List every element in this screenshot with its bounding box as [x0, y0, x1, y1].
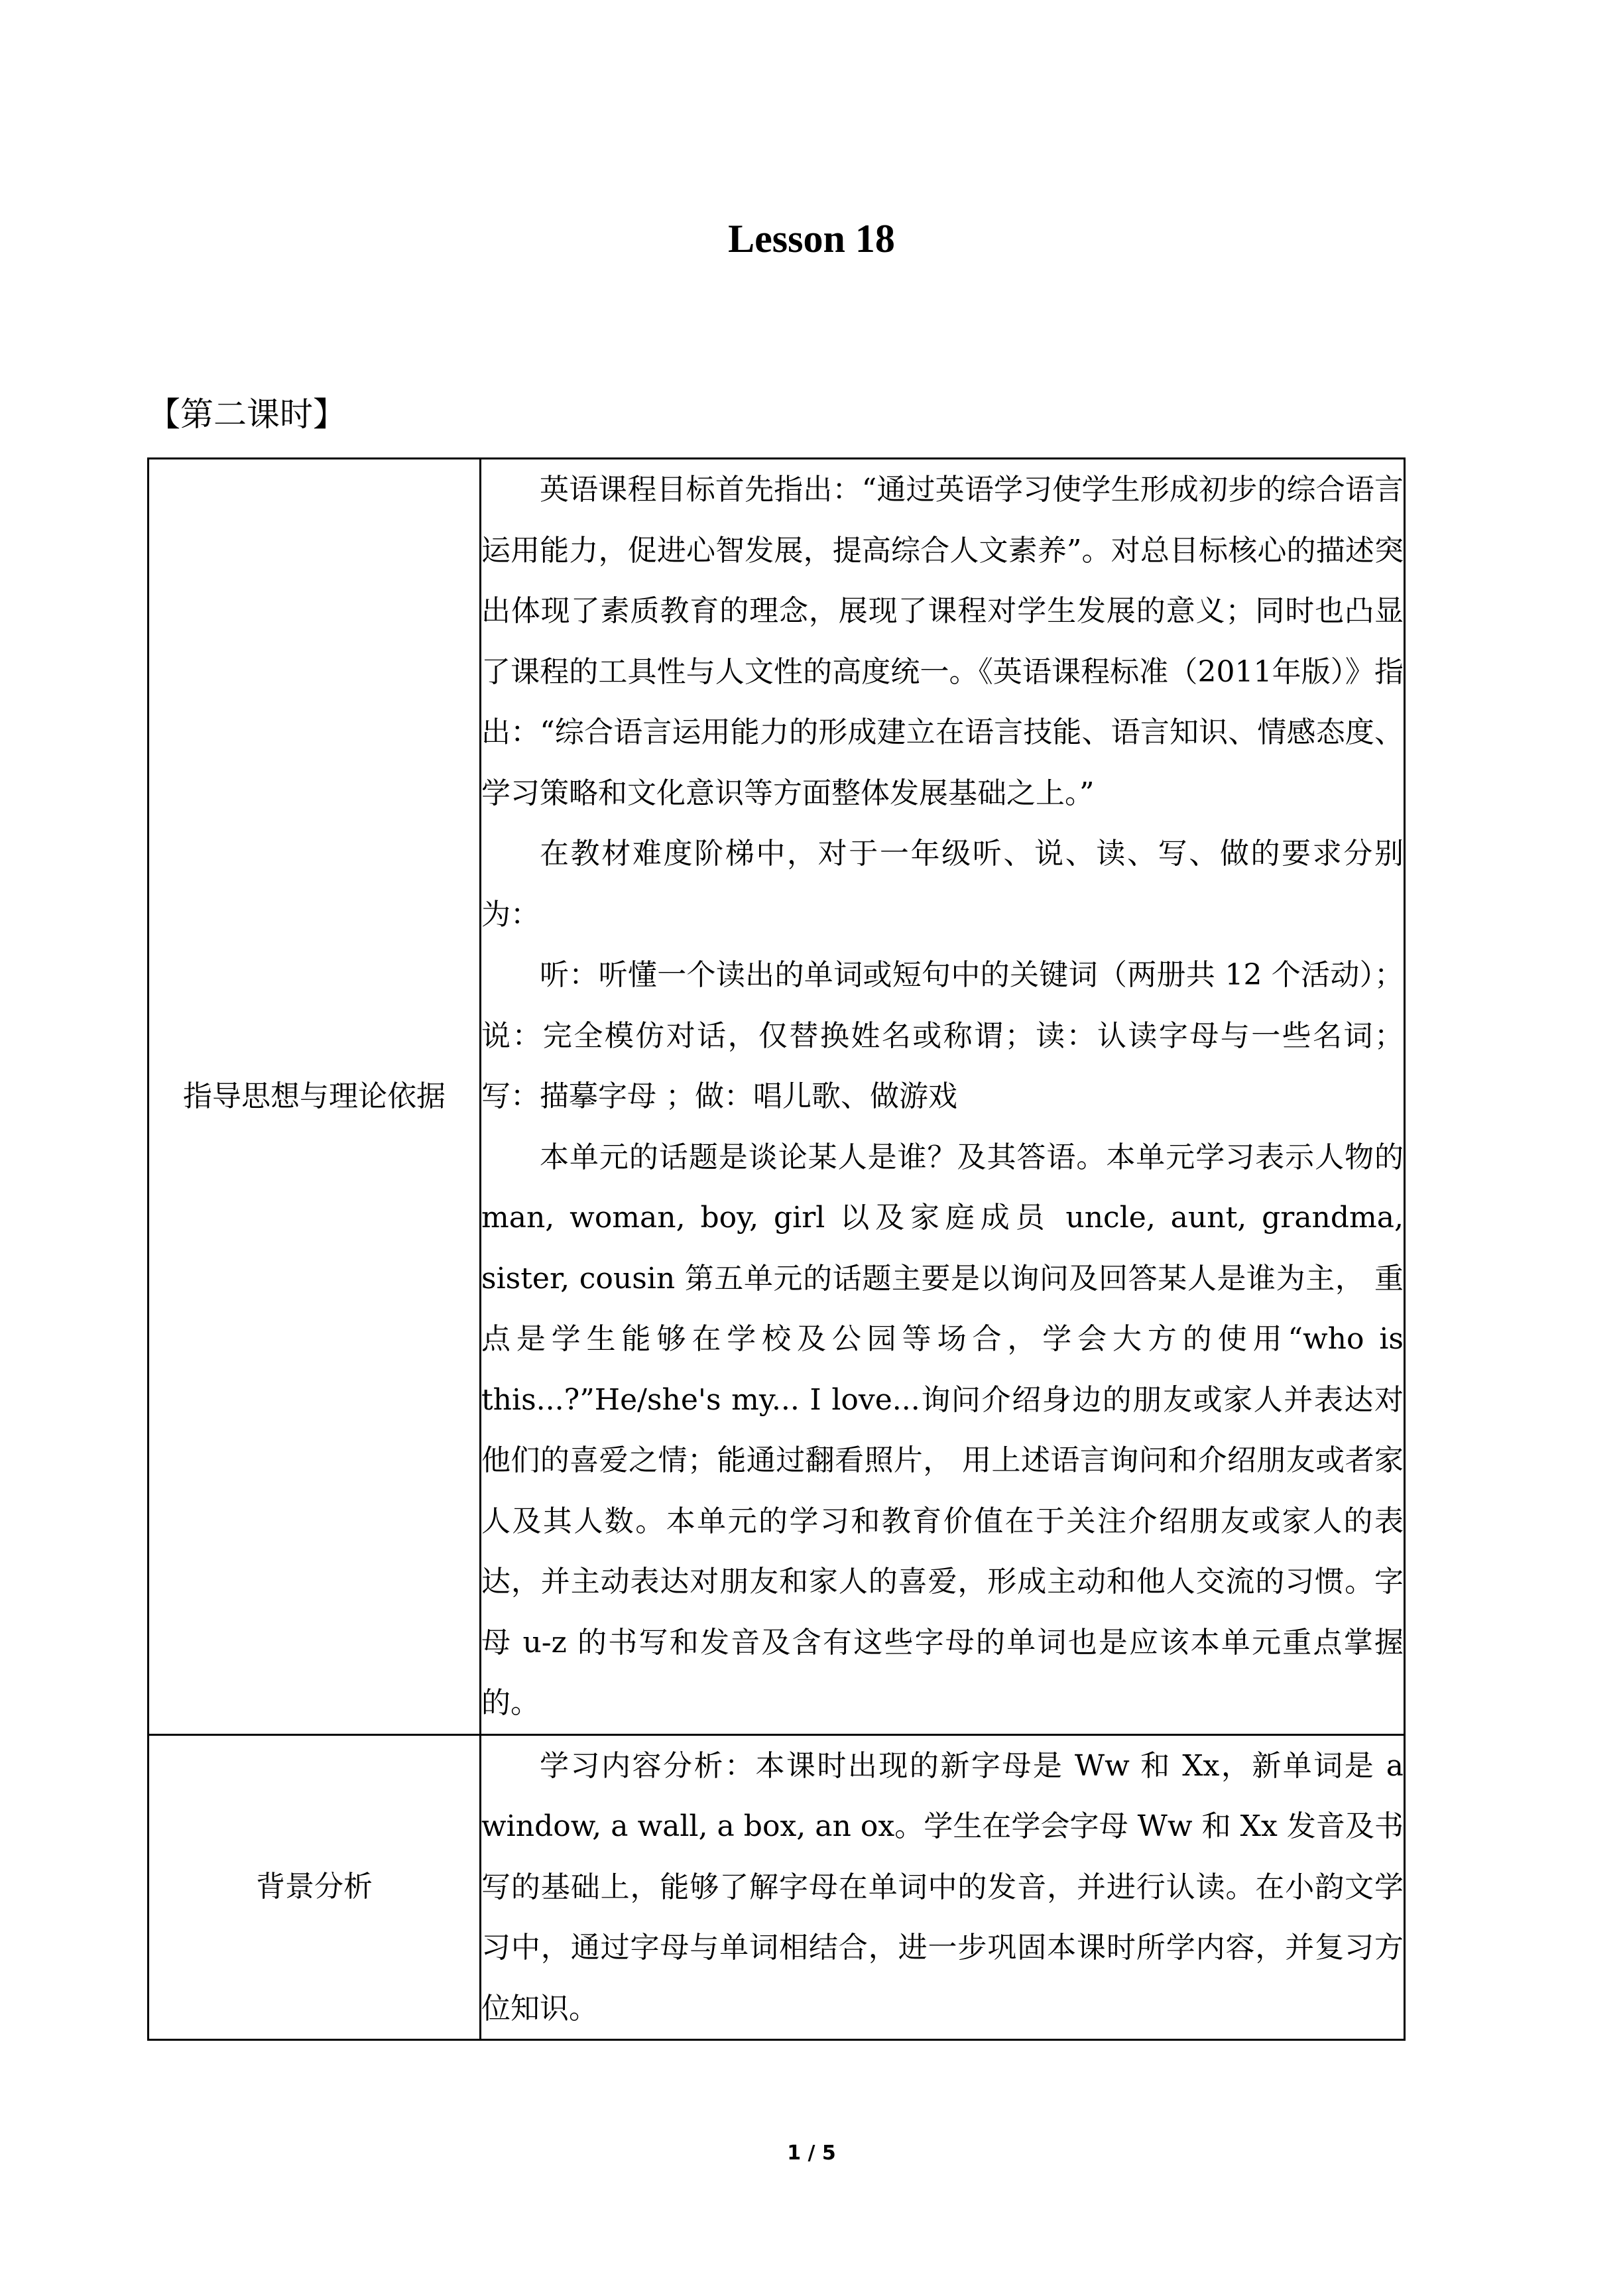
- row-content: [481, 1734, 1405, 2040]
- row-content: [481, 459, 1405, 1735]
- table-row-guiding-ideology: [149, 459, 1405, 1735]
- paragraph: 英语课程目标首先指出：“通过英语学习使学生形成初步的综合语言运用能力，促进心智发展，提高综合人文素养”。对总目标核心的描述突出体现了素质教育的理念，展现了课程对学生发展的意义；同时也凸显了课程的工具性与人文性的高度统一。《英语课程标准（2011年版）》指出：“综合语言运用能力的形成建立在语言技能、语言知识、情感态度、学习策略和文化意识等方面整体发展基础之上。”: [481, 473, 1404, 810]
- lesson-plan-table: [147, 457, 1406, 2041]
- paragraph: 听：听懂一个读出的单词或短句中的关键词（两册共 12 个活动）；说：完全模仿对话，仅替换姓名或称谓；读：认读字母与一些名词；写：描摹字母 ；做：唱儿歌、做游戏: [481, 958, 1404, 1113]
- row-label: 背景分析: [149, 1734, 481, 2040]
- paragraph: 在教材难度阶梯中，对于一年级听、说、读、写、做的要求分别为：: [481, 837, 1404, 932]
- paragraph: 学习内容分析：本课时出现的新字母是 Ww 和 Xx，新单词是 a window, a wall, a box, an ox。学生在学会字母 Ww 和 Xx 发音及书写的基础上，能够了解字母在单词中的发音，并进行认读。在小韵文学习中，通过字母与单词相结合，进一步巩固本课时所学内容，并复习方位知识。: [481, 1748, 1404, 2025]
- row-label: 指导思想与理论依据: [149, 459, 481, 1735]
- page-title: Lesson 18: [728, 217, 895, 261]
- page-number: 1 / 5: [787, 2142, 836, 2165]
- section-label: 【第二课时】: [147, 395, 346, 434]
- paragraph: 本单元的话题是谈论某人是谁？及其答语。本单元学习表示人物的 man, woman, boy, girl 以及家庭成员 uncle, aunt, grandma, sister, cousin 第五单元的话题主要是以询问及回答某人是谁为主， 重点是学生能够在学校及公园等场合，学会大方的使用“who is this...?”He/she's my... I love...询问介绍身边的朋友或家人并表达对他们的喜爱之情；能通过翻看照片， 用上述语言询问和介绍朋友或者家人及其人数。本单元的学习和教育价值在于关注介绍朋友或家人的表达，并主动表达对朋友和家人的喜爱，形成主动和他人交流的习惯。字母 u-z 的书写和发音及含有这些字母的单词也是应该本单元重点掌握的。: [481, 1140, 1404, 1720]
- table-row-background-analysis: [149, 1734, 1405, 2040]
